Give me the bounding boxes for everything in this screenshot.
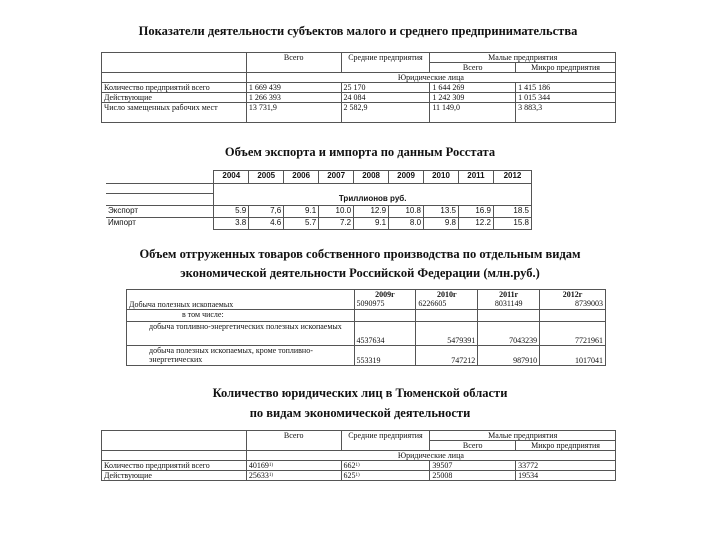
year-cell: 2007 xyxy=(319,171,354,184)
smb-indicators-table xyxy=(101,52,616,123)
header-small-group: Малые предприятия xyxy=(430,431,616,441)
cell-small: 11 149,0 xyxy=(430,103,516,123)
year-cell: 2009г xyxy=(375,290,395,299)
table-header-row xyxy=(102,451,616,461)
empty-cell xyxy=(106,184,214,194)
years-row xyxy=(106,171,532,184)
value-cell: 13.5 xyxy=(424,206,459,218)
cell-total: 1 266 393 xyxy=(246,93,341,103)
value-cell: 3.8 xyxy=(214,218,249,230)
table-row xyxy=(102,471,616,481)
header-small-group: Малые предприятия xyxy=(430,53,616,63)
cell-total: 1 669 439 xyxy=(246,83,341,93)
value-cell: 987910 xyxy=(478,346,540,366)
cell-medium: 2 582,9 xyxy=(341,103,430,123)
row-label: Экспорт xyxy=(106,206,214,218)
value: 625 xyxy=(343,471,356,480)
row-label: Количество предприятий всего xyxy=(102,83,247,93)
unit-label: Триллионов руб. xyxy=(214,194,532,206)
header-medium: Средние предприятия xyxy=(341,53,430,73)
value-cell: 5.9 xyxy=(214,206,249,218)
value: 25633 xyxy=(248,471,269,480)
table-header-row xyxy=(102,73,616,83)
year-cell: 2005 xyxy=(249,171,284,184)
section3-title-line2: экономической деятельности Российской Федерации (млн.руб.) xyxy=(180,266,540,280)
value-cell: 5090975 xyxy=(356,299,385,308)
unit-row xyxy=(106,194,532,206)
value-cell: 1017041 xyxy=(575,356,603,365)
cell-micro: 3 883,3 xyxy=(516,103,616,123)
value-cell: 7721961 xyxy=(540,322,606,346)
years-row xyxy=(127,290,606,310)
value-cell: 9.1 xyxy=(284,206,319,218)
value-cell: 15.8 xyxy=(493,218,531,230)
empty-cell xyxy=(106,194,214,206)
value-cell: 8739003 xyxy=(575,299,603,308)
cell-micro: 1 015 344 xyxy=(516,93,616,103)
value-cell: 9.8 xyxy=(424,218,459,230)
export-import-table xyxy=(106,170,532,230)
header-small-total: Всего xyxy=(430,63,516,73)
footnote-mark: 1) xyxy=(355,463,360,468)
cell-micro: 33772 xyxy=(516,461,616,471)
value-cell: 16.9 xyxy=(458,206,493,218)
row-label: Число замещенных рабочих мест xyxy=(102,103,247,123)
cell-micro: 19534 xyxy=(516,471,616,481)
row-label: Действующие xyxy=(102,93,247,103)
value-cell: 7,6 xyxy=(249,206,284,218)
value-cell: 5479391 xyxy=(416,322,478,346)
cell-micro: 1 415 186 xyxy=(516,83,616,93)
header-total: Всего xyxy=(246,431,341,451)
row-label: добыча полезных ископаемых, кроме топливно-энергетических xyxy=(127,346,355,366)
empty-header-cell xyxy=(102,53,247,73)
year-cell: 2004 xyxy=(214,171,249,184)
header-legal-entities: Юридические лица xyxy=(246,451,615,461)
year-cell: 2010г xyxy=(436,290,457,299)
table-row xyxy=(106,218,532,230)
cell-medium: 24 084 xyxy=(341,93,430,103)
section4-title-line1: Количество юридических лиц в Тюменской области xyxy=(212,386,508,400)
value-cell: 8031149 xyxy=(494,299,523,308)
value-cell xyxy=(416,310,478,322)
table-row xyxy=(102,103,616,123)
year-cell: 2011г xyxy=(499,290,519,299)
table-row xyxy=(127,310,606,322)
empty-cell xyxy=(102,451,247,461)
header-medium: Средние предприятия xyxy=(341,431,430,451)
spacer-row xyxy=(106,184,532,194)
header-legal-entities: Юридические лица xyxy=(246,73,615,83)
value-cell xyxy=(540,310,606,322)
section4-title-line2: по видам экономической деятельности xyxy=(249,406,471,420)
value-cell: 7.2 xyxy=(319,218,354,230)
year-col xyxy=(354,290,416,310)
footnote-mark: 1) xyxy=(355,473,360,478)
row-label: в том числе: xyxy=(127,310,355,322)
year-col xyxy=(416,290,478,310)
footnote-mark: 1) xyxy=(268,473,274,478)
empty-header-cell xyxy=(102,431,247,451)
table-row xyxy=(102,93,616,103)
table-header-row xyxy=(102,431,616,441)
cell-medium: 25 170 xyxy=(341,83,430,93)
empty-cell xyxy=(102,73,247,83)
year-col xyxy=(478,290,540,310)
empty-cell xyxy=(214,184,532,194)
cell-total xyxy=(246,471,341,481)
value-cell: 10.0 xyxy=(319,206,354,218)
table-row xyxy=(102,461,616,471)
shipped-goods-table xyxy=(126,289,606,366)
header-micro: Микро предприятия xyxy=(516,441,616,451)
cell-small: 25008 xyxy=(430,471,516,481)
footnote-mark: 1) xyxy=(268,463,274,468)
year-col xyxy=(540,290,606,310)
value-cell: 12.2 xyxy=(458,218,493,230)
year-cell: 2012г xyxy=(562,290,583,299)
cell-medium xyxy=(341,471,430,481)
year-cell: 2010 xyxy=(424,171,459,184)
value-cell: 553319 xyxy=(354,346,416,366)
table-header-row xyxy=(102,53,616,63)
value-cell: 9.1 xyxy=(354,218,389,230)
year-cell: 2006 xyxy=(284,171,319,184)
value-cell: 6226605 xyxy=(418,299,447,308)
empty-cell xyxy=(106,171,214,184)
cell-total xyxy=(246,461,341,471)
section3-title-line1: Объем отгруженных товаров собственного производства по отдельным видам xyxy=(139,247,581,261)
table-row xyxy=(127,322,606,346)
table-row xyxy=(106,206,532,218)
year-cell: 2009 xyxy=(389,171,424,184)
section1-title: Показатели деятельности субъектов малого и среднего предпринимательства xyxy=(138,24,578,38)
value-cell xyxy=(478,310,540,322)
row-label: добыча топливно-энергетических полезных ископаемых xyxy=(127,322,355,346)
value-cell: 747212 xyxy=(416,346,478,366)
year-cell: 2012 xyxy=(493,171,531,184)
table-row xyxy=(127,346,606,366)
value-cell: 12.9 xyxy=(354,206,389,218)
value: 662 xyxy=(343,461,356,470)
cell-small: 39507 xyxy=(430,461,516,471)
row-label: Действующие xyxy=(102,471,247,481)
table-row xyxy=(102,83,616,93)
value-cell xyxy=(354,310,416,322)
row-label: Количество предприятий всего xyxy=(102,461,247,471)
value-cell: 5.7 xyxy=(284,218,319,230)
section2-title: Объем экспорта и импорта по данным Росстата xyxy=(224,145,496,159)
year-cell: 2008 xyxy=(354,171,389,184)
value-cell: 8.0 xyxy=(389,218,424,230)
value-cell: 10.8 xyxy=(389,206,424,218)
cell-small: 1 242 309 xyxy=(430,93,516,103)
row-label: Импорт xyxy=(106,218,214,230)
value-cell: 4537634 xyxy=(354,322,416,346)
value-cell: 7043239 xyxy=(478,322,540,346)
cell-medium xyxy=(341,461,430,471)
cell-total: 13 731,9 xyxy=(246,103,341,123)
value-cell: 18.5 xyxy=(493,206,531,218)
value: 40169 xyxy=(248,461,269,470)
row-label: Добыча полезных ископаемых xyxy=(127,290,355,310)
cell-small: 1 644 269 xyxy=(430,83,516,93)
header-small-total: Всего xyxy=(430,441,516,451)
tyumen-legal-entities-table xyxy=(101,430,616,481)
value-cell: 4.6 xyxy=(249,218,284,230)
header-total: Всего xyxy=(246,53,341,73)
year-cell: 2011 xyxy=(458,171,493,184)
header-micro: Микро предприятия xyxy=(516,63,616,73)
